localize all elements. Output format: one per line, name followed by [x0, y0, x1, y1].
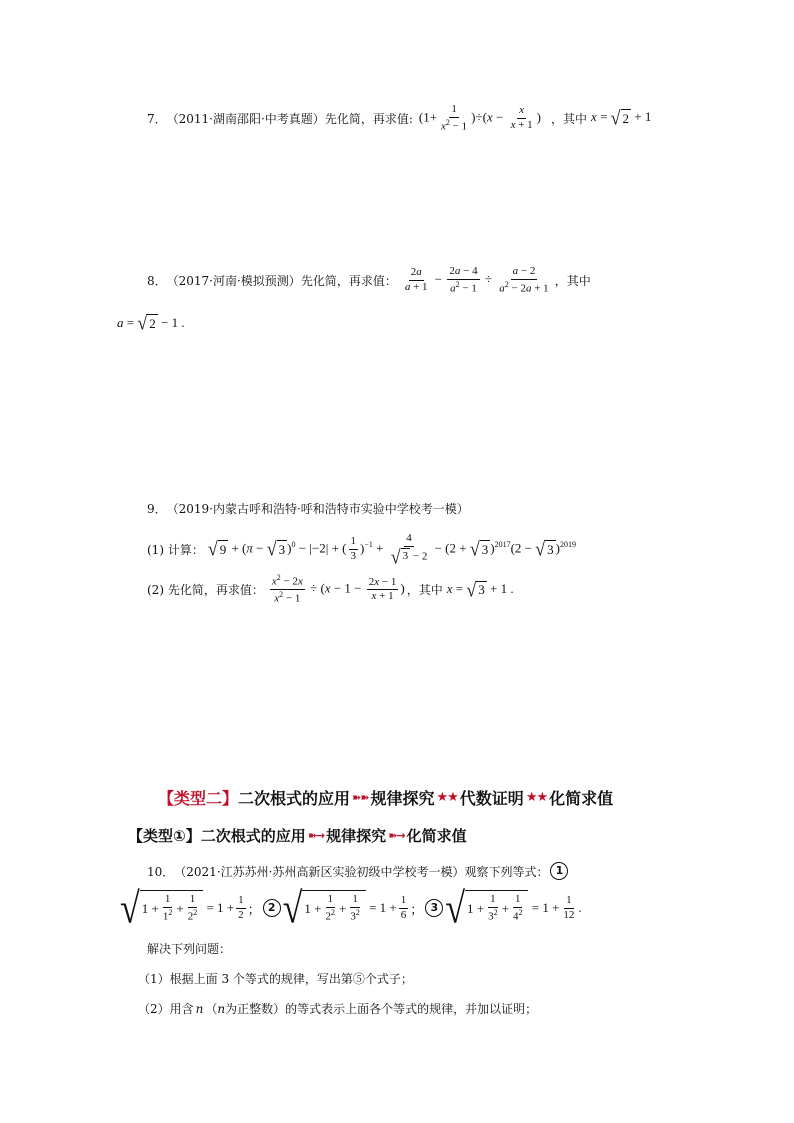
problem-7-expression: (1+ $\frac{1}{x^2 - 1}$ )÷(x − $\frac{x}{x + 1}$ ) [418, 103, 542, 133]
section-heading-type-2 [158, 786, 613, 809]
question-2-suffix: 为正整数）的等式表示上面各个等式的规律，并加以证明； [225, 1002, 538, 1016]
type-2-segment-4: 化简求值 [549, 789, 614, 808]
arrow-icon: ➽➽ [352, 791, 369, 804]
arrow-icon: ➽→ [388, 829, 405, 842]
problem-8-task: 先化简，再求值： [300, 273, 397, 288]
type-2-segment-1: 二次根式的应用 [238, 789, 351, 808]
problem-7-number: 7． [147, 111, 167, 126]
problem-9-part-2-expression: $\frac{x^2 - 2x}{x^2 - 1}$ ÷ (x − 1 − $\frac{2x - 1}{x + 1}$ ) [271, 573, 405, 605]
circled-number-2-icon: 2 [263, 899, 281, 917]
star-icon: ★★ [436, 790, 458, 805]
problem-9-source: （2019·内蒙古呼和浩特·呼和浩特市实验中学校考一模） [166, 502, 469, 516]
problem-7 [147, 104, 651, 133]
problem-8-source: （2017·河南·模拟预测） [166, 273, 301, 288]
question-2-prefix: （2）用含 [138, 1002, 194, 1016]
problem-10-question-1: （1）根据上面 3 个等式的规律，写出第⑤个式子； [138, 972, 413, 986]
problem-8 [147, 266, 591, 295]
type-2-segment-2: 规律探究 [370, 789, 435, 808]
variable-n: n [195, 1001, 204, 1016]
type-2-1-segment-2: 规律探究 [326, 827, 387, 845]
problem-10-number: 10． [147, 864, 175, 879]
problem-10-question-2 [138, 1000, 537, 1017]
problem-9-part-1-expression: √ 9 + (π − √ 3 )$^0$ − |−2| + ( $\frac{1}{3}$ )$^{-1}$ + 4 √ 3 − 2 − (2 + √ 3 )$^{2017}$(2 − √ 3 )$^{2019}$ [207, 532, 576, 568]
equation-2: √ 1 + $\frac{1}{2^2}$ + $\frac{1}{3^2}$ [283, 890, 366, 926]
type-2-1-segment-3: 化简求值 [406, 827, 467, 845]
circled-number-1-icon: 1 [550, 862, 568, 880]
problem-9-number: 9． [147, 502, 167, 516]
problem-7-where: ，其中 [551, 111, 588, 126]
equation-1: √ 1 + $\frac{1}{1^2}$ + $\frac{1}{2^2}$ [120, 890, 203, 926]
problem-8-number: 8． [147, 273, 167, 288]
problem-9-x-value: x = √ 3 + 1 . [446, 578, 514, 601]
problem-9-header [147, 500, 469, 517]
type-2-segment-3: 代数证明 [459, 789, 524, 808]
type-2-1-bracket: 【类型①】 [128, 827, 201, 845]
problem-10-equations: √ 1 + $\frac{1}{1^2}$ + $\frac{1}{2^2}$ = 1 + $\frac{1}{2}$ ； 2 √ 1 + $\frac{1}{2^2}$ + $\frac{1}{3^2}$ = 1 + $\frac{1}{6}$ ； 3 √ 1 + $\frac{1}{3^2}$ + $\frac{1}{4^2}$ = 1 + $\frac{1}{12}$ . [120, 884, 582, 932]
variable-n: n [217, 1001, 226, 1016]
problem-7-task: 先化简，再求值: [324, 111, 413, 126]
problem-7-source: （2011·湖南邵阳·中考真题） [166, 111, 325, 126]
problem-9-part-2-label: (2) 先化简，再求值： [147, 583, 264, 598]
problem-8-where: ，其中 [554, 273, 591, 288]
star-icon: ★★ [525, 790, 548, 805]
question-2-mid: （ [205, 1002, 218, 1016]
arrow-icon: ➽→ [307, 829, 325, 842]
problem-8-expression: $\frac{2a}{a + 1}$ − $\frac{2a - 4}{a^2 - 1}$ ÷ $\frac{a - 2}{a^2 - 2a + 1}$ [404, 265, 549, 295]
type-2-1-segment-1: 二次根式的应用 [200, 827, 306, 845]
problem-10-source: （2021·江苏苏州·苏州高新区实验初级中学校考一模） [174, 864, 465, 879]
problem-10-header [147, 862, 570, 880]
equation-3: √ 1 + $\frac{1}{3^2}$ + $\frac{1}{4^2}$ [445, 890, 528, 926]
problem-7-x-value: x = √ 2 + 1 [591, 107, 652, 130]
circled-number-3-icon: 3 [425, 899, 443, 917]
problem-8-a-value: a = √ 2 − 1 . [117, 312, 185, 334]
section-heading-type-2-1 [128, 825, 467, 846]
problem-9-part-1 [147, 533, 576, 566]
problem-9-where: ，其中 [406, 583, 443, 598]
problem-9-part-1-label: (1) 计算： [147, 542, 204, 557]
problem-10-text: 观察下列等式： [464, 864, 549, 879]
problem-10-intro: 解决下列问题： [147, 942, 232, 956]
problem-9-part-2 [147, 574, 514, 605]
type-2-bracket: 【类型二】 [158, 789, 239, 808]
